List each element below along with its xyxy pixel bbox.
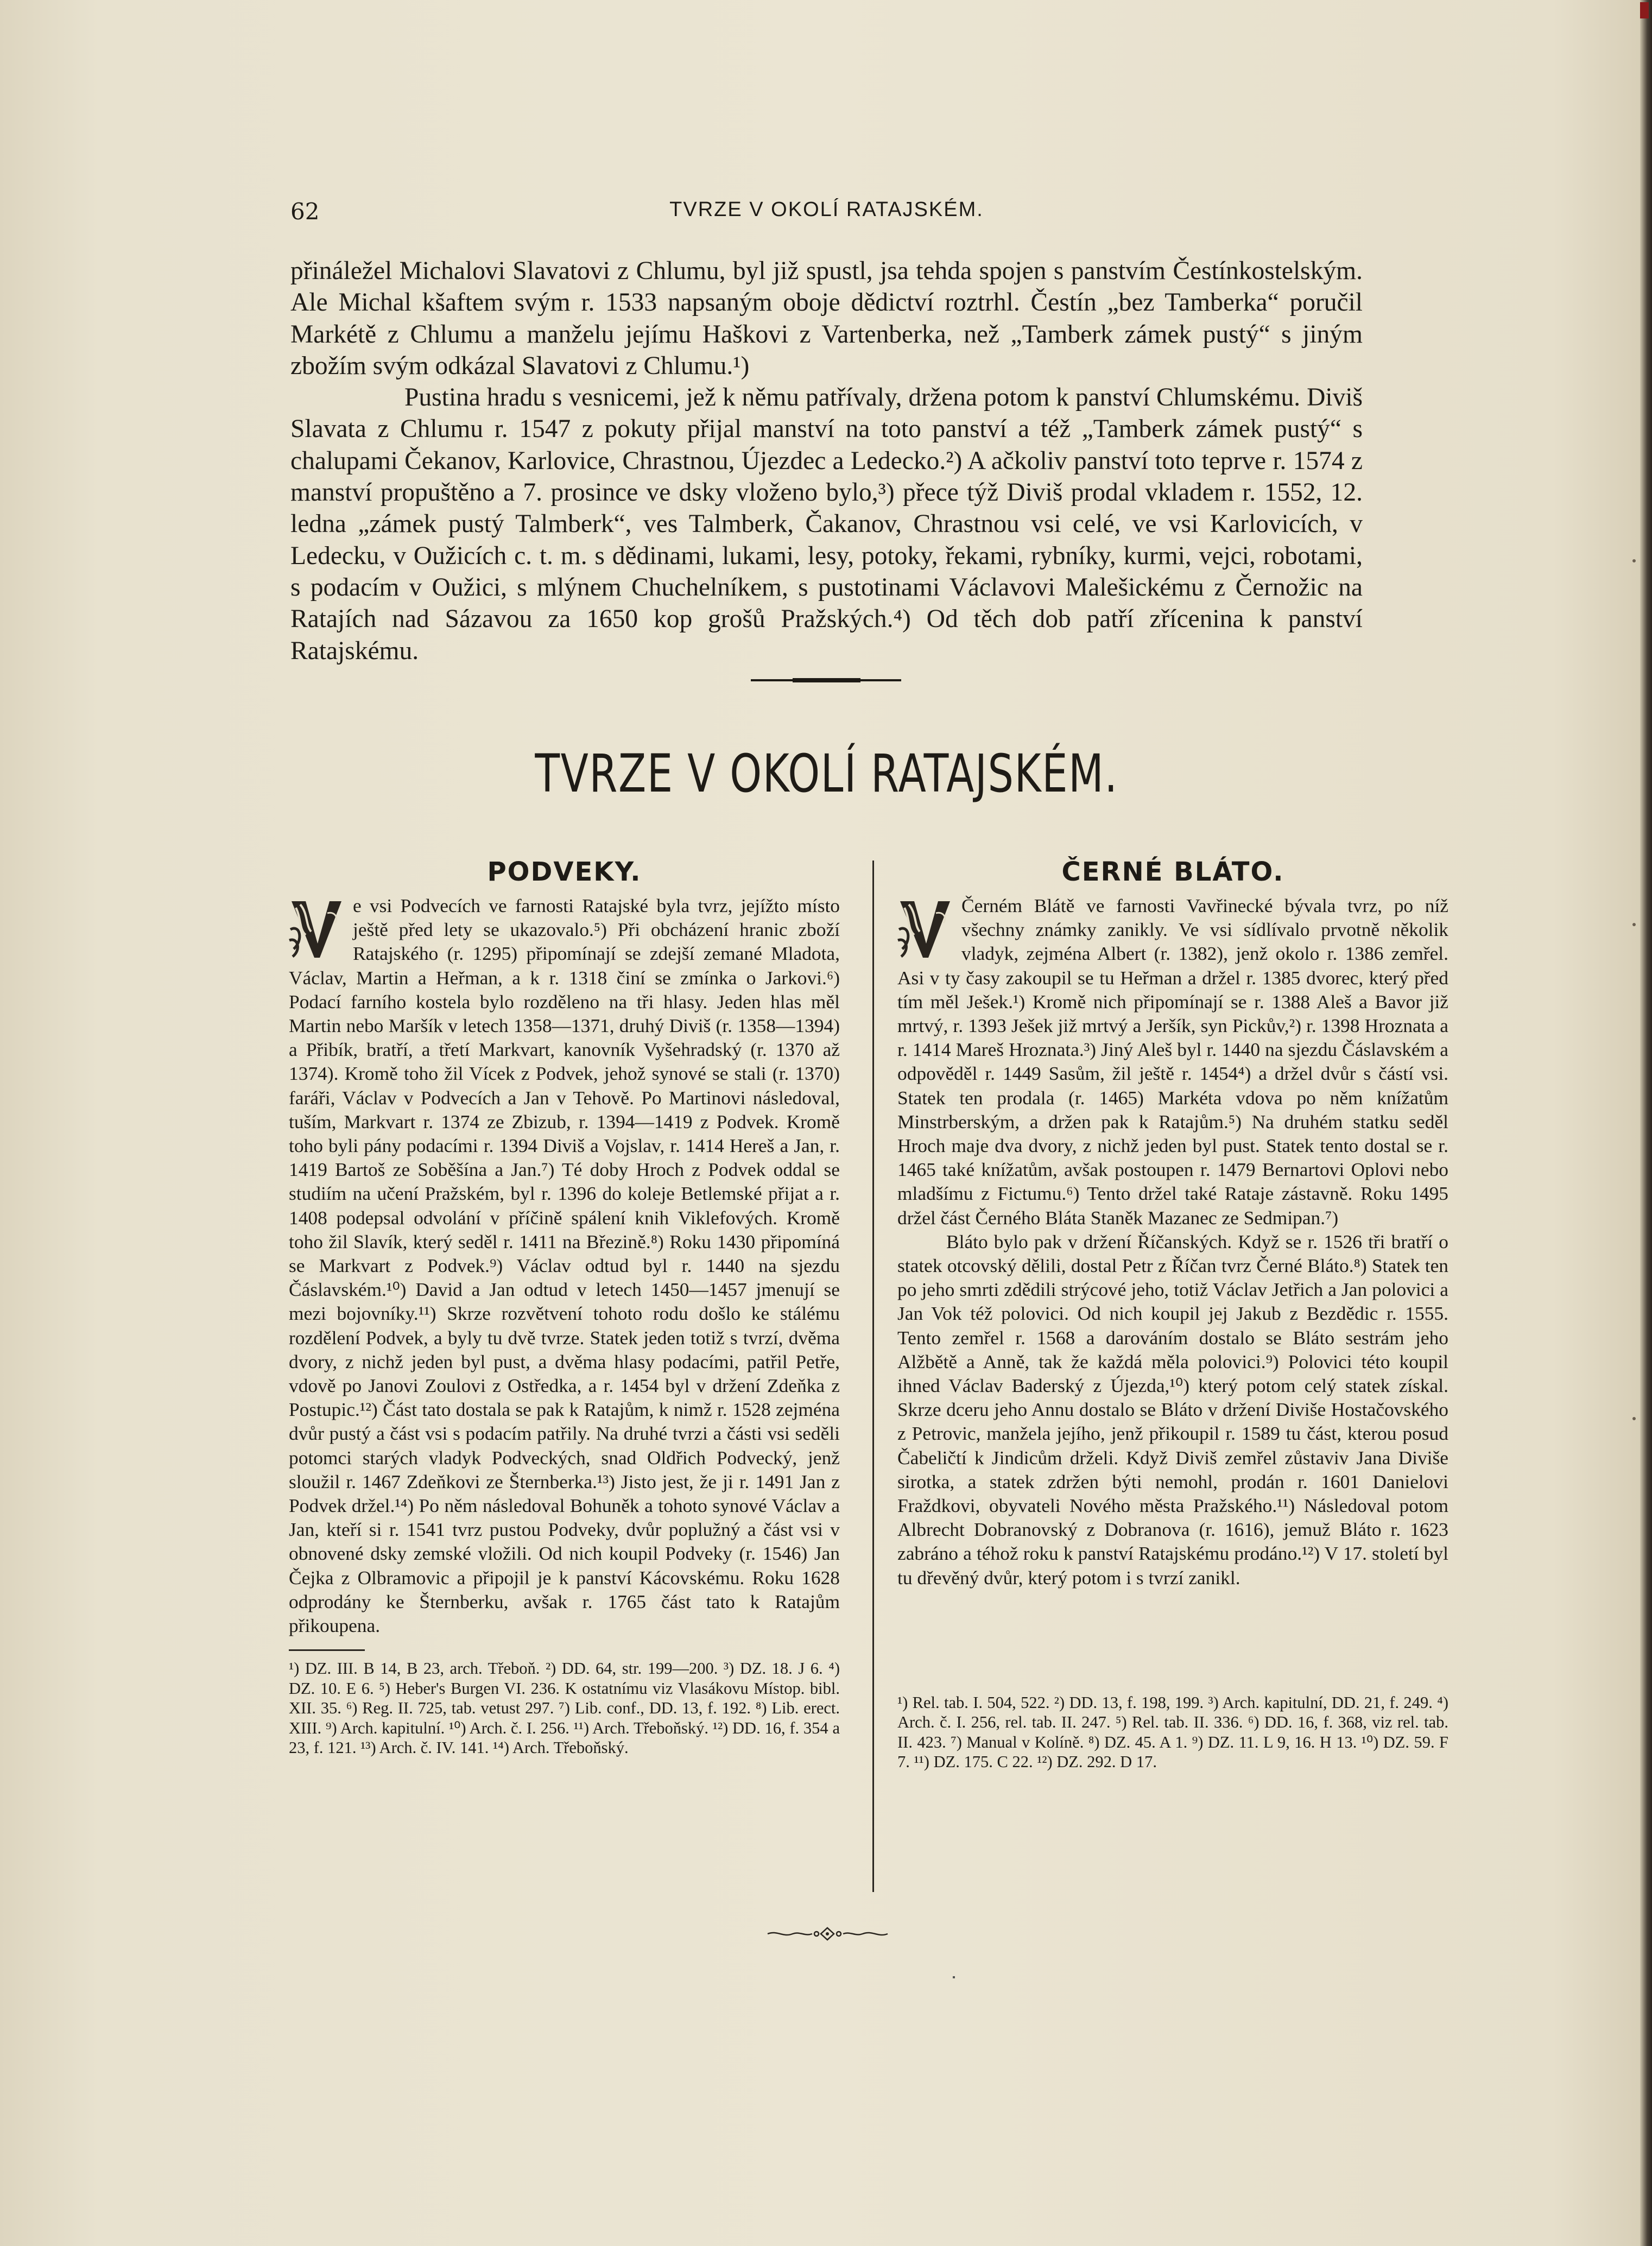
paragraph: přináležel Michalovi Slavatovi z Chlumu, byl již spustl, jsa tehda spojen s panstvím Čestínkostelským. Ale Michal kšaftem svým r. 1533 napsaným oboje dědictví roztrhl. Čestín „bez Tamberka“ poručil Markétě z Chlumu a manželu jejímu Haškovi z Vartenberka, než „Tamberk zámek pustý“ s jiným zbožím svým odkázal Slavatovi z Chlumu.¹) — [290, 257, 1363, 380]
article-body — [289, 894, 840, 1637]
continued-text-block — [290, 255, 1363, 667]
footnote-rule — [289, 1649, 365, 1651]
section-divider-center — [793, 678, 860, 682]
paragraph: Pustina hradu s vesnicemi, jež k němu patřívaly, držena potom k panství Chlumskému. Diviš Slavata z Chlumu r. 1547 z pokuty přijal manství na toto panství a též „Tamberk zámek pustý“ s chalupami Čekanov, Karlovice, Chrastnou, Újezdec a Ledecko.²) A ačkoliv panství toto teprve r. 1574 z manství propuštěno a 7. prosince ve dsky vloženo bylo,³) přece týž Diviš prodal vkladem r. 1552, 12. ledna „zámek pustý Talmberk“, ves Talmberk, Čakanov, Chrastnou vsi celé, ve vsi Karlovicích, v Ledecku, v Oužicích c. t. m. s dědinami, lukami, lesy, potoky, řekami, rybníky, kurmi, vejci, robotami, s podacím v Oužici, s mlýnem Chuchelníkem, s pustotinami Václavovi Malešickému z Černožic na Ratajích nad Sázavou za 1650 kop grošů Pražských.⁴) Od těch dob patří zřícenina k panství Ratajskému. — [290, 383, 1363, 665]
column-rule — [872, 861, 874, 1892]
article-heading: PODVEKY. — [487, 857, 642, 887]
edge-dot — [1632, 923, 1636, 926]
page-number: 62 — [290, 198, 320, 225]
footnotes: ¹) DZ. III. B 14, B 23, arch. Třeboň. ²) DD. 64, str. 199—200. ³) DZ. 18. J 6. ⁴) DZ. 10. E 6. ⁵) Heber's Burgen VI. 236. K ostatnímu viz Vlasákovu Místop. bibl. XII. 35. ⁶) Reg. II. 725, tab. vetust 297. ⁷) Lib. conf., DD. 13, f. 192. ⁸) Lib. erect. XIII. ⁹) Arch. kapitulní. ¹⁰) Arch. č. I. 256. ¹¹) Arch. Třeboňský. ¹²) DD. 16, f. 354 a 23, f. 121. ¹³) Arch. č. IV. 141. ¹⁴) Arch. Třeboňský. — [289, 1659, 840, 1757]
article-body — [897, 894, 1448, 1590]
column-cerne-blato — [897, 852, 1448, 1772]
footnotes: ¹) Rel. tab. I. 504, 522. ²) DD. 13, f. 198, 199. ³) Arch. kapitulní, DD. 21, f. 249. ⁴) Arch. č. I. 256, rel. tab. II. 247. ⁵) Rel. tab. II. 336. ⁶) DD. 16, f. 368, viz rel. tab. II. 423. ⁷) Manual v Kolíně. ⁸) DZ. 45. A 1. ⁹) DZ. 11. L 9, 16. H 13. ¹⁰) DZ. 59. F 7. ¹¹) DZ. 175. C 22. ¹²) DZ. 292. D 17. — [897, 1693, 1448, 1772]
ornamental-letter-v-icon — [897, 897, 953, 962]
running-header — [290, 198, 1363, 231]
article-heading: ČERNÉ BLÁTO. — [1061, 857, 1284, 887]
footnote-spacer — [897, 1590, 1448, 1693]
article-text: Černém Blátě ve farnosti Vavřinecké bývala tvrz, po níž všechny známky zanikly. Ve vsi sídlívalo prvotně několik vladyk, zejména Albert (r. 1382), jenž okolo r. 1386 zemřel. Asi v ty časy zakoupil se tu Heřman a držel r. 1385 dvorec, který před tím měl Ješek.¹) Kromě nich připomínají se r. 1388 Aleš a Bavor již mrtvý, r. 1393 Ješek již mrtvý a Jeršík, syn Pickův,²) r. 1398 Hroznata a r. 1414 Mareš Hroznata.³) Jiný Aleš byl r. 1440 na sjezdu Čáslavském a odpověděl r. 1449 Sasům, žil ještě r. 1454⁴) a držel dvůr s částí vsi. Statek ten prodala (r. 1465) Markéta vdova po něm knížatům Minstrberským, a držen pak k Ratajům.⁵) Na druhém statku seděl Hroch maje dva dvory, z nichž jeden byl pust. Statek tento dostal se r. 1465 také knížatům, avšak postoupen r. 1479 Bernartovi Oplovi nebo mladšímu z Fictumu.⁶) Tento držel také Rataje zástavně. Roku 1495 držel část Černého Bláta Staněk Mazanec ze Sedmipan.⁷) — [897, 895, 1448, 1229]
column-podveky — [289, 852, 840, 1758]
decorative-flourish-icon — [767, 1925, 889, 1943]
edge-dot — [1632, 559, 1636, 562]
ornamental-letter-v-icon — [289, 897, 344, 962]
running-title: TVRZE V OKOLÍ RATAJSKÉM. — [669, 198, 984, 221]
corner-tab-mark — [1640, 2, 1649, 18]
section-title: TVRZE V OKOLÍ RATAJSKÉM. — [535, 743, 1118, 804]
article-text: e vsi Podvecích ve farnosti Ratajské byla tvrz, jejížto místo ještě před lety se ukazovalo.⁵) Při obcházení hranic zboží Ratajského (r. 1295) připomínají se zdejší zemané Mladota, Václav, Martin a Heřman, a k r. 1318 činí se zmínka o Jarkovi.⁶) Podací farního kostela bylo rozděleno na tři hlasy. Jeden hlas měl Martin nebo Maršík v letech 1358—1371, druhý Diviš (r. 1358—1394) a Přibík, bratří, a třetí Markvart, kanovník Vyšehradský (r. 1370 až 1374). Kromě toho žil Vícek z Podvek, jehož synové se stali (r. 1370) faráři, Václav v Podvecích a Jan v Tehově. Po Martinovi následoval, tuším, Markvart r. 1374 ze Zbizub, r. 1394—1419 z Podvek. Kromě toho byli pány podacími r. 1394 Diviš a Vojslav, r. 1414 Hereš a Jan, r. 1419 Bartoš ze Soběšína a Jan.⁷) Té doby Hroch z Podvek oddal se studiím na učení Pražském, byl r. 1396 do koleje Betlemské přijat a r. 1408 podepsal odvolání v příčině spálení knih Viklefových. Kromě toho žil Slavík, který seděl r. 1411 na Březině.⁸) Roku 1430 připomíná se Markvart z Podvek.⁹) Václav odtud byl r. 1440 na sjezdu Čáslavském.¹⁰) David a Jan odtud v letech 1450—1457 jmenují se mezi bojovníky.¹¹) Skrze rozvětvení tohoto rodu došlo ke stálému rozdělení Podvek, a byly tu dvě tvrze. Statek jeden totiž s tvrzí, dvěma dvory, z nichž jeden byl pust, a dvěma hlasy podacími, patřil Petře, vdově po Janovi Zoulovi z Ostředka, a r. 1454 byl v držení Zdeňka z Postupic.¹²) Část tato dostala se pak k Ratajům, k nimž r. 1528 zejména dvůr pustý a část vsi s podacím patřily. Na druhé tvrzi a části vsi seděli potomci starých vladyk Podveckých, snad Oldřich Podvecký, jenž sloužil r. 1467 Zdeňkovi ze Šternberka.¹³) Jisto jest, že ji r. 1491 Jan z Podvek držel.¹⁴) Po něm následoval Bohuněk a tohoto synové Václav a Jan, kteří si r. 1541 tvrz pustou Podveky, dvůr poplužný a část vsi v obnovené dsky zemské vložili. Od nich koupil Podveky (r. 1546) Jan Čejka z Olbramovic a připojil je k panství Kácovskému. Roku 1628 odprodány ke Šternberku, avšak r. 1765 část tato k Ratajům přikoupena. — [289, 895, 840, 1637]
article-text: Bláto bylo pak v držení Říčanských. Když se r. 1526 tři bratří o statek otcovský dělili, dostal Petr z Říčan tvrz Černé Bláto.⁸) Statek ten po jeho smrti zdědili strýcové jeho, totiž Václav Jetřich a Jan polovici a Jan Vok též polovici. Od nich koupil jej Jakub z Bezdědic r. 1555. Tento zemřel r. 1568 a darováním dostalo se Bláto sestrám jeho Alžbětě a Anně, tak že každá měla polovici.⁹) Polovici této koupil ihned Václav Baderský z Újezda,¹⁰) který potom celý statek získal. Skrze dceru jeho Annu dostalo se Bláto v držení Diviše Hostačovského z Petrovic, manžela jejího, jenž přikoupil r. 1589 tu část, kterou posud Čabeličtí k Jindicům drželi. Když Diviš zemřel zůstaviv Jana Diviše sirotka, a statek zdržen býti nemohl, prodán r. 1601 Danielovi Fraždkovi, obyvateli Nového města Pražského.¹¹) Následoval potom Albrecht Dobranovský z Dobranova (r. 1616), jemuž Bláto r. 1623 zabráno a téhož roku k panství Ratajskému prodáno.¹²) V 17. století byl tu dřevěný dvůr, který potom i s tvrzí zanikl. — [897, 1230, 1448, 1589]
edge-dot — [1632, 1417, 1636, 1420]
print-speck — [953, 1976, 955, 1978]
book-spine-edge — [1640, 0, 1652, 2246]
